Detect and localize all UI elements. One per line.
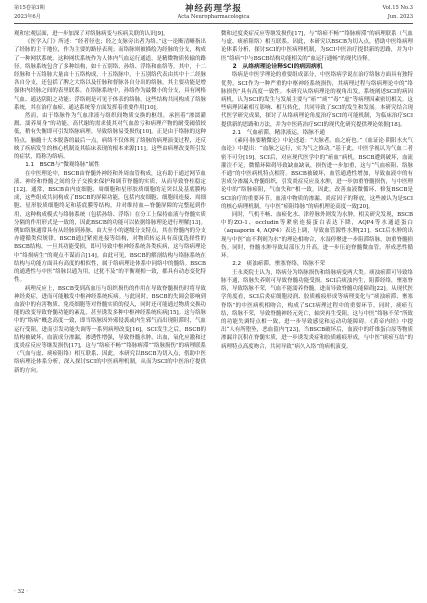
body-paragraph: 在中医理论中，BSCB由脊髓外神经和外周血管构成，这有助于通过网节血液、神经和脊髓之间的分子交换来保护和调节脊髓的实质，从而导致脊柱稳定[12]。通常，BSCB由内皮细胞、周细胞和星形胶质细胞的足突以及基底膜构成，这些组成共同构成了BSCB的屏障功能，包括内皮细胞、细胞间连接、周细胞、星形胶质细胞终足和基底膜等结构，并对维持血—脊髓屏障的完整起到作用，这种构成模式与络脉系统（包括孙络、浮络）在分工上保持血液与脊髓实质分隔的作用形式是一致的，因此BSCB的功能可以依据络脉理论进行理解[13]。例如络脉通常具有从经脉到孙脉、由大至小的逐级分支特点，其在脊髓内的分支亦遵循类似规律。BSCB通过紧密连接等结构，对物质转运具有高度选择性的BSCB结构，一旦其功能受损，即可导致中枢神经系统各类疾病，这与络病理论中“络损病生”的观点不谋而合[14]。由此可见，BSCB的解剖结构与络脉系统在结构与功能方面具有高度的相似性，属于络病理论体系中同络中的髓络。BSCB的通透性与中医“络脉以通为用，过犹不及”的平衡观相一致，都具有动态变化特性。 [14, 170, 206, 284]
header-date-en: Jun. 2023 [387, 14, 413, 20]
header-journal-en: Acta Neuropharmacologica [177, 14, 250, 20]
body-paragraph: 络病是中医学理论的重要组成部分，中医络病学说在治疗络脉方面具有独特优势。SCI作为一种严重的中枢神经系统损伤，其病理过程与络病理论中的“络脉损伤”具有高度一致性。本研究从络病理论的视角出发，系统阐述SCI的病因病机，认为SCI的发生与发展主要与“瘀”“痰”“毒”“虚”等病理因素密切相关。这些病理因素相互影响、相互转化，共同导致了SCI的发生和发展。本研究结合现代医学研究成果，探讨了从络病理论角度治疗SCI的可能机制，为临床治疗SCI提供新的思路和方法，并为中医药治疗SCI的现代化研究提供理论依据[18]。 [221, 72, 413, 128]
right-column [221, 30, 413, 351]
running-header-bottom [14, 14, 413, 22]
subsection-heading: 2.2 痰浊瘀滞，壅塞脊络，络脉不荣 [232, 261, 325, 268]
header-date-cn: 2023年6月 [14, 14, 41, 20]
body-paragraph: 然而，由于络脉作为气血津液与组织间物质交换的枢纽，承担着“渗濡灌溉、濡养周身”的功能，高代谢的需求使其对气血盈亏和病理产物的耐受阈值较低，稍有失衡即可引发络脉病理。导致络脉易受损伤[10]。正是由于络脉的这种特点，脑髓十大本脱落的最后一点，病络不仅体现了络脉的病理演变过程，还反映了疾病发生的核心机制及其临床表现的根本来源[11]。这些由病理改变所引发的症状，简称为络病。 [14, 113, 206, 161]
body-paragraph: 微和过度炎症反应等继发损伤[17]，与“络瘀不畅”“络脉痹滞”的病理联系（气血与虚、痰瘀阻络）相互联系。因此，本研究以BSCB为切入点，借助中医络病理论体系分析，探讨SCI的中医病理机制，为SCI中医治疗提供新的思路，并为中医“络病”中与BSCB结构功能相关的“血运行通畅”的现代诠释。 [221, 31, 413, 62]
header-journal-cn: 神经药理学报 [184, 4, 242, 14]
header-rule [14, 23, 413, 24]
body-paragraph: 《医学入门》所述：“经者径也；经之支脉旁出者为络。”这一论断清晰指出了经脉的主干地位，作为主要的路径表现；而络脉则被描绘为经脉的分支，构成了一种网状系统。这种网状系统作为人体内气血运行通道，是精微物质传输的路径。络脉系统包含了多种结构，如十五别络、孙络、浮络和血络等。其中，十二经脉和十五络脉大量由十五络构成，十五络脉中，十五别络代表由其中十二经脉各自分支，还包括了脾之大络以及任脉和督脉各自分出的络脉，其主要功能是增强体内经脉之间的表里联系。在络脉系统中，孙络作为最微小的分支，具有网格气血、通达阴阳之功能；浮络则是可见于体表的络脉。这些结构共同构成了络脉系统，其在治疗血瘀、通达系统等方面发挥着重要作用[10]。 [14, 39, 206, 111]
body-paragraph: 同时，气机不畅、血瘀化水、津停脉外则发为水肿，相关研究发现，BSCB中的ZO-1、occludin等紧密连接蛋白表达下降，AQP4等水通道蛋白（aquaporin 4, AQP4）表达上调，导致血管源性水肿[21]。SCI后水肿的出现与中医“血不利则为水”的理论相吻合，水湿停聚进一步阻滞络脉，加重脊髓损伤。同时，脊髓水肿导致局部压力升高，进一步压迫脊髓微血管，形成恶性循环。 [221, 212, 413, 260]
header-issue-en: Vol.15 No.3 [382, 5, 413, 11]
body-paragraph: 观和宏观层面，进一步加深了对络脉病变与疾病关联的认识[9]。 [14, 31, 169, 37]
subsection-heading: 2.1 气血瘀滞，精津液运，络脉不通 [232, 129, 325, 136]
body-paragraph: 《素问·脉要精微论》中论述道：“夫脉者，血之府也。”《血证论·阴阳水火气血论》中提出：“血脉之运行，实为气之推动。”基于此，中医学视认为气血二者密不可分[19]。SCI后，对应现代医学中的“瘀血”病机，BSCB遭到破坏，血流灌注不足，微循环障碍导致缺血缺氧，损伤进一步加重，这与“气血瘀阻、络脉不通”的中医病机特点相符。BSCB被破坏，血管通透性增加，导致血液中的有害成分渗漏入脊髓组织，引发炎症反应及水肿，进一步加重脊髓损伤，与中医理论中的“络脉瘀阻，气血失和”相一致。因此，改善血液微循环、修复BSCB是SCI治疗的重要环节。血液中物质的渗漏、炎症因子的释放，这些被认为是SCI的核心病理机制，与中医“瘀阻络脉”的病机理论高度一致[20]。 [221, 138, 413, 210]
running-header-top [14, 5, 413, 13]
header-issue-cn: 第15卷第3期 [14, 5, 45, 11]
subsection-heading: 1.1 BSCB与“微观络脉”属性 [25, 162, 100, 169]
body-paragraph: 病理反应上，BSCB受到高血压与组织损伤的作用在导致脊髓损伤时将导致神经炎症，进而可能触发中枢神经系统疾病。与此同时，BSCB的失调会影响到血液中的有害物质、免疫细胞等对脊髓实质的侵入，同时还可能通过物质交换功能的改变导致脊髓功能的紊乱，甚至诱发多种中枢神经系统疾病[15]。这与络脉中的“络病”概念高度一致，即当络脉因外邪侵袭或内生邪气而出现阻滞时，气血运行受阻，进而引发功能失调等一系列病理改变[16]。SCI发生之后，BSCB的结构被破坏，血液成分渗漏，渗透性增强，导致脊髓水肿、出血，氧化应激和过度炎症反应等继发损伤[17]，这与“络瘀不畅”“络脉痹滞”“络脉损伤”的病理联系（气血与虚、痰瘀阻络）相互联系、因此，本研究以BSCB为切入点，借助中医络病理论体系分析，深入探讨SCI的中医病理机制，从而为SCI的中医治疗提供新的方向。 [14, 285, 206, 374]
section-heading: 2 从络病理论诠释SCI的病因病机 [232, 63, 323, 70]
page-number: · 32 · [14, 589, 28, 595]
left-column [14, 30, 206, 375]
body-paragraph: 王永炎院士认为，络病分为络脉损伤和络脉病变两大类。痰浊瘀滞可导致络脉不通，络脉失养则可导致脊髓功能受损。SCI后痰浊内生，阻滞经络，壅塞脊络，导致络脉不荣，气血不能濡养脊髓，进而导致脊髓功能障碍[22]。从现代医学角度看，SCI后炎症细胞浸润、胶质瘢痕形成等病理变化与“痰浊瘀滞、壅塞脊络”的中医病机相吻合，构成了SCI病理过程中的重要环节。同时，痰瘀互结，络脉不荣，导致脊髓神经元死亡，轴突再生受阻，这与中医“络脉不荣”所致的功能失调特点相一致，进一步导致感觉和运动功能障碍。《黄帝内经》中提出“人有所堕坠，恶血留内”[23]，当BSCB破坏后，血液中的纤维蛋白原等物质渗漏并沉积在脊髓实质，进一步诱发炎症和胶质瘢痕形成，与中医“痰瘀互结”的病理特点高度吻合，共同导致“病久入络”的病机演变。 [221, 269, 413, 350]
